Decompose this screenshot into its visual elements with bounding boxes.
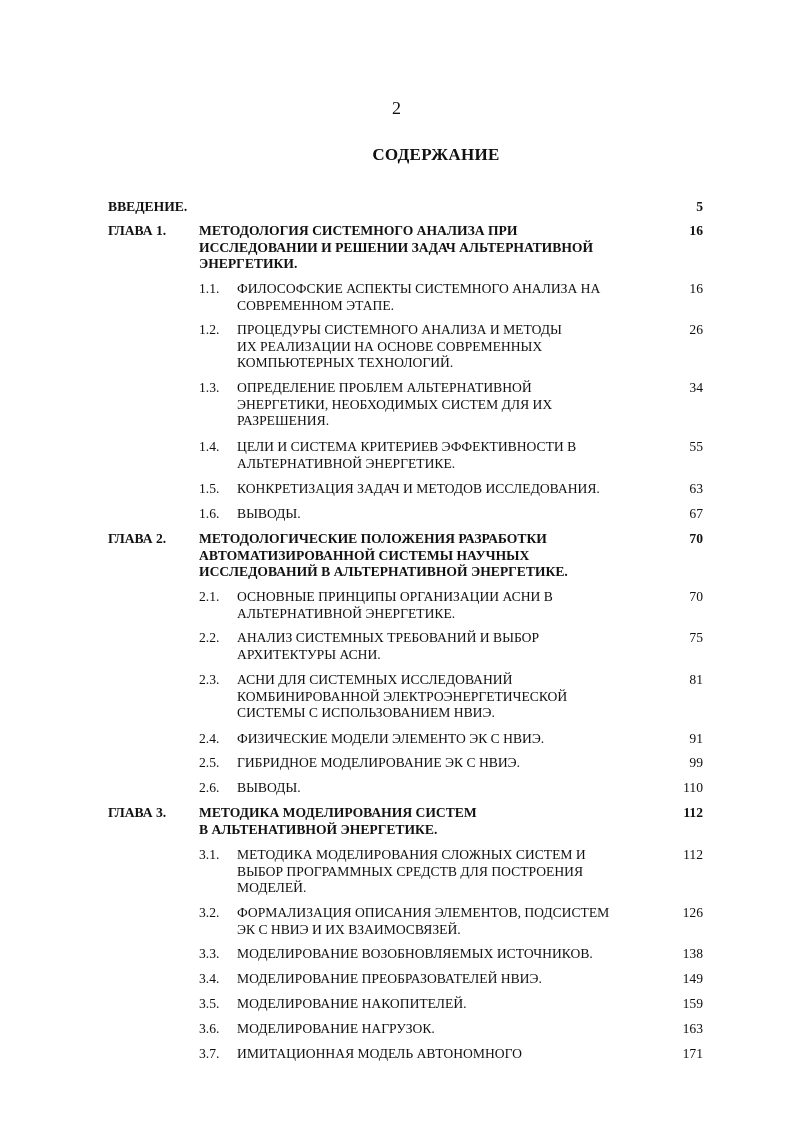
section-number: 3.4. (199, 971, 220, 986)
entry-title: МЕТОДОЛОГИЧЕСКИЕ ПОЛОЖЕНИЯ РАЗРАБОТКИ АВТОМАТИЗИРОВАННОЙ СИСТЕМЫ НАУЧНЫХ ИССЛЕДОВАНИЙ В АЛЬТЕРНАТИВНОЙ ЭНЕРГЕТИКЕ. (199, 531, 568, 579)
section-number: 2.4. (199, 731, 220, 746)
section-number: 2.5. (199, 755, 220, 770)
entry-title: ВЫВОДЫ. (237, 506, 301, 521)
page-reference: 81 (689, 672, 703, 687)
section-number: 1.1. (199, 281, 220, 296)
page-reference: 112 (683, 805, 703, 820)
entry-title: ОПРЕДЕЛЕНИЕ ПРОБЛЕМ АЛЬТЕРНАТИВНОЙ ЭНЕРГЕТИКИ, НЕОБХОДИМЫХ СИСТЕМ ДЛЯ ИХ РАЗРЕШЕНИЯ. (237, 380, 553, 428)
section-number: 2.6. (199, 780, 220, 795)
toc-title: СОДЕРЖАНИЕ (372, 145, 500, 164)
page-reference: 26 (689, 322, 703, 337)
section-number: 1.4. (199, 439, 220, 454)
page-reference: 138 (682, 946, 703, 961)
page-reference: 63 (689, 481, 703, 496)
section-number: 3.7. (199, 1046, 220, 1061)
section-number: 3.2. (199, 905, 220, 920)
page-reference: 70 (689, 531, 703, 546)
entry-title: ЦЕЛИ И СИСТЕМА КРИТЕРИЕВ ЭФФЕКТИВНОСТИ В АЛЬТЕРНАТИВНОЙ ЭНЕРГЕТИКЕ. (237, 439, 577, 471)
entry-label: ВВЕДЕНИЕ. (108, 199, 188, 214)
section-number: 3.5. (199, 996, 220, 1011)
section-number: 2.1. (199, 589, 220, 604)
page-reference: 171 (682, 1046, 703, 1061)
page-reference: 159 (682, 996, 703, 1011)
entry-title: ФИЛОСОФСКИЕ АСПЕКТЫ СИСТЕМНОГО АНАЛИЗА НА СОВРЕМЕННОМ ЭТАПЕ. (237, 281, 601, 313)
entry-title: ФИЗИЧЕСКИЕ МОДЕЛИ ЭЛЕМЕНТО ЭК С НВИЭ. (237, 731, 545, 746)
page-reference: 34 (689, 380, 703, 395)
entry-title: МЕТОДИКА МОДЕЛИРОВАНИЯ СЛОЖНЫХ СИСТЕМ И ВЫБОР ПРОГРАММНЫХ СРЕДСТВ ДЛЯ ПОСТРОЕНИЯ МОДЕЛЕЙ. (237, 847, 586, 895)
section-number: 1.5. (199, 481, 220, 496)
entry-title: МОДЕЛИРОВАНИЕ НАГРУЗОК. (237, 1021, 435, 1036)
section-number: 1.2. (199, 322, 220, 337)
entry-label: ГЛАВА 3. (108, 805, 167, 820)
entry-title: МЕТОДИКА МОДЕЛИРОВАНИЯ СИСТЕМ В АЛЬТЕНАТИВНОЙ ЭНЕРГЕТИКЕ. (199, 805, 477, 837)
entry-title: МОДЕЛИРОВАНИЕ ВОЗОБНОВЛЯЕМЫХ ИСТОЧНИКОВ. (237, 946, 593, 961)
section-number: 1.3. (199, 380, 220, 395)
entry-title: ПРОЦЕДУРЫ СИСТЕМНОГО АНАЛИЗА И МЕТОДЫ ИХ РЕАЛИЗАЦИИ НА ОСНОВЕ СОВРЕМЕННЫХ КОМПЬЮТЕРНЫХ ТЕХНОЛОГИЙ. (237, 322, 562, 370)
entry-label: ГЛАВА 1. (108, 223, 167, 238)
section-number: 2.2. (199, 630, 220, 645)
section-number: 1.6. (199, 506, 220, 521)
entry-title: МЕТОДОЛОГИЯ СИСТЕМНОГО АНАЛИЗА ПРИ ИССЛЕДОВАНИИ И РЕШЕНИИ ЗАДАЧ АЛЬТЕРНАТИВНОЙ ЭНЕРГЕТИКИ. (199, 223, 594, 271)
page-reference: 75 (689, 630, 703, 645)
entry-title: ВЫВОДЫ. (237, 780, 301, 795)
entry-title: ГИБРИДНОЕ МОДЕЛИРОВАНИЕ ЭК С НВИЭ. (237, 755, 521, 770)
section-number: 3.3. (199, 946, 220, 961)
section-number: 2.3. (199, 672, 220, 687)
page-reference: 110 (683, 780, 703, 795)
entry-title: АНАЛИЗ СИСТЕМНЫХ ТРЕБОВАНИЙ И ВЫБОР АРХИТЕКТУРЫ АСНИ. (237, 630, 540, 662)
entry-title: МОДЕЛИРОВАНИЕ ПРЕОБРАЗОВАТЕЛЕЙ НВИЭ. (237, 971, 542, 986)
page-reference: 70 (689, 589, 703, 604)
page-reference: 5 (696, 199, 703, 214)
entry-title: МОДЕЛИРОВАНИЕ НАКОПИТЕЛЕЙ. (237, 996, 467, 1011)
entry-title: ФОРМАЛИЗАЦИЯ ОПИСАНИЯ ЭЛЕМЕНТОВ, ПОДСИСТЕМ ЭК С НВИЭ И ИХ ВЗАИМОСВЯЗЕЙ. (237, 905, 610, 937)
entry-title: АСНИ ДЛЯ СИСТЕМНЫХ ИССЛЕДОВАНИЙ КОМБИНИРОВАННОЙ ЭЛЕКТРОЭНЕРГЕТИЧЕСКОЙ СИСТЕМЫ С ИСПОЛЬЗОВАНИЕМ НВИЭ. (237, 672, 568, 720)
page-reference: 16 (689, 281, 703, 296)
entry-title: КОНКРЕТИЗАЦИЯ ЗАДАЧ И МЕТОДОВ ИССЛЕДОВАНИЯ. (237, 481, 600, 496)
entry-label: ГЛАВА 2. (108, 531, 167, 546)
page-reference: 149 (682, 971, 703, 986)
page-reference: 55 (689, 439, 703, 454)
entry-title: ОСНОВНЫЕ ПРИНЦИПЫ ОРГАНИЗАЦИИ АСНИ В АЛЬТЕРНАТИВНОЙ ЭНЕРГЕТИКЕ. (237, 589, 553, 621)
page-reference: 67 (689, 506, 703, 521)
page-reference: 126 (682, 905, 703, 920)
page-reference: 112 (683, 847, 703, 862)
section-number: 3.6. (199, 1021, 220, 1036)
page-reference: 99 (689, 755, 703, 770)
page-reference: 16 (689, 223, 703, 238)
page-reference: 163 (682, 1021, 703, 1036)
entry-title: ИМИТАЦИОННАЯ МОДЕЛЬ АВТОНОМНОГО (237, 1046, 522, 1061)
page-reference: 91 (689, 731, 703, 746)
page-number: 2 (392, 98, 401, 118)
section-number: 3.1. (199, 847, 220, 862)
